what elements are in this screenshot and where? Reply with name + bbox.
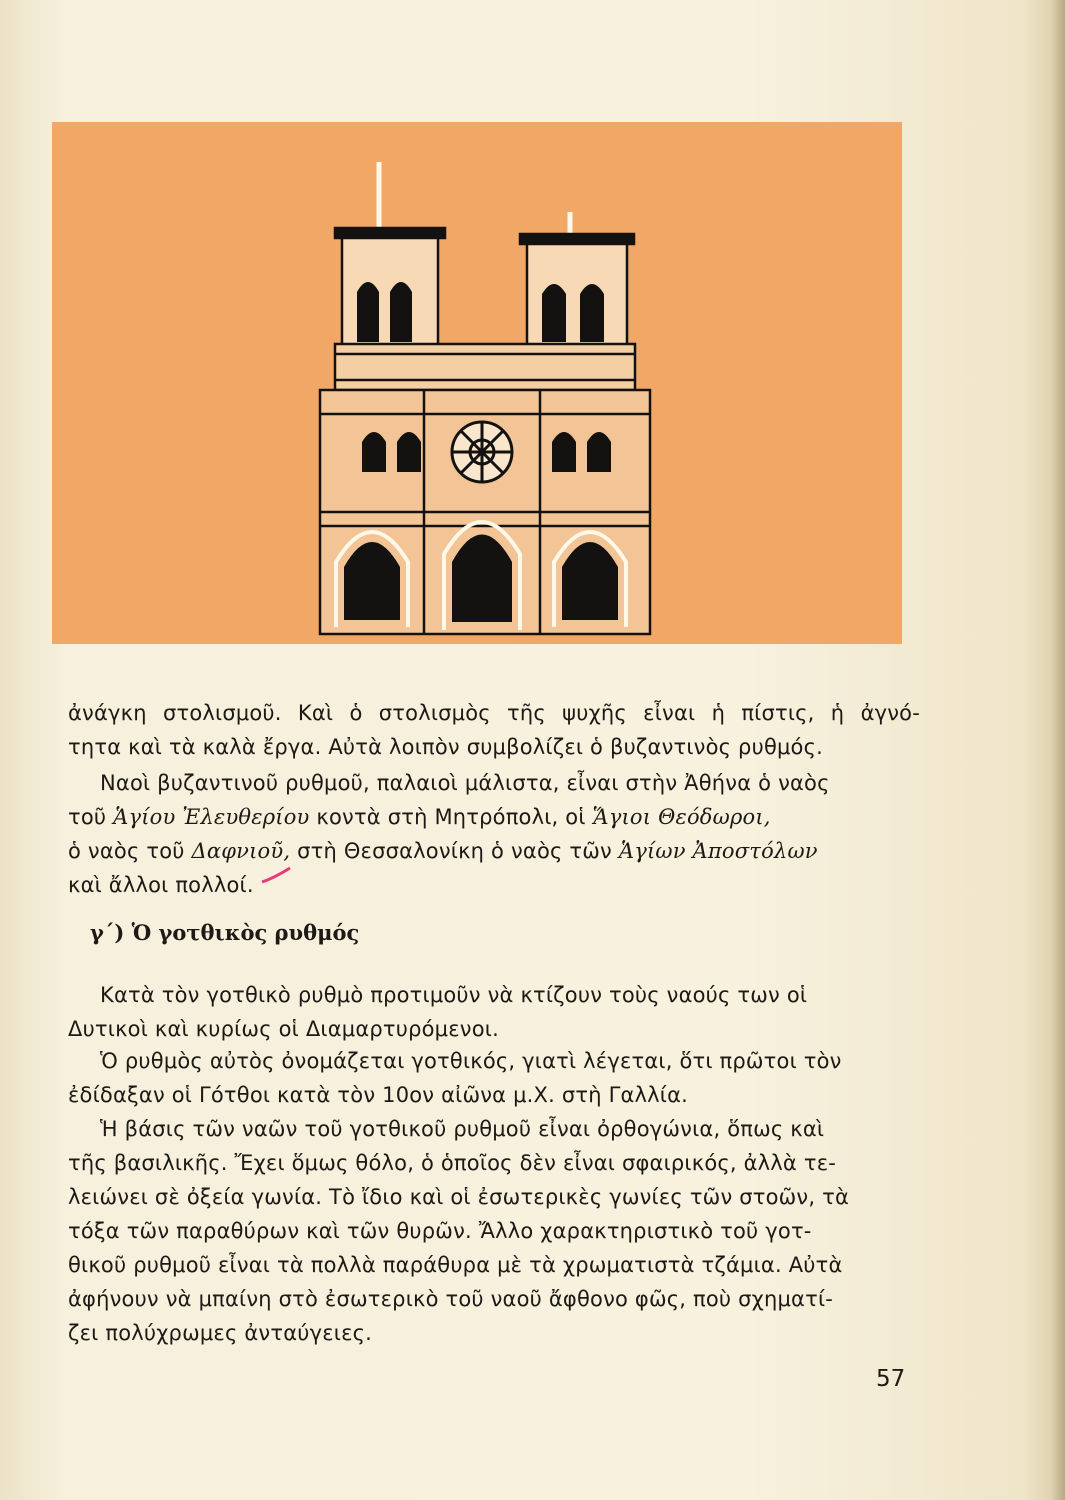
paragraph-1 — [68, 696, 920, 764]
text-line: ἀνάγκη στολισμοῦ. Καὶ ὁ στολισμὸς τῆς ψυχῆς εἶναι ἡ πίστις, ἡ ἀγνό- — [68, 701, 920, 725]
paragraph-4 — [68, 1044, 920, 1112]
paragraph-2 — [68, 766, 920, 902]
text-line: λειώνει σὲ ὀξεία γωνία. Τὸ ἴδιο καὶ οἱ ἐσωτερικὲς γωνίες τῶν στοῶν, τὰ — [68, 1185, 850, 1209]
text-line — [68, 800, 920, 834]
church-name-italic: Ἁγίων Ἀποστόλων — [618, 839, 818, 863]
church-name-italic: Ἅγιοι Θεόδωροι, — [592, 805, 771, 829]
text-line: Ὁ ρυθμὸς αὐτὸς ὀνομάζεται γοτθικός, γιατὶ λέγεται, ὅτι πρῶτοι τὸν — [100, 1049, 842, 1073]
text-line: τητα καὶ τὰ καλὰ ἔργα. Αὐτὰ λοιπὸν συμβολίζει ὁ βυζαντινὸς ρυθμός. — [68, 735, 823, 759]
church-name-italic: Δαφνιοῦ, — [191, 839, 291, 863]
cathedral-drawing — [52, 122, 902, 644]
paragraph-5 — [68, 1112, 920, 1350]
text-line: τῆς βασιλικῆς. Ἔχει ὅμως θόλο, ὁ ὁποῖος δὲν εἶναι σφαιρικός, ἀλλὰ τε- — [68, 1151, 837, 1175]
text-line — [68, 834, 920, 868]
text-span: τοῦ — [68, 805, 114, 829]
text-line: ζει πολύχρωμες ἀνταύγειες. — [68, 1321, 373, 1345]
church-name-italic: Ἁγίου Ἐλευθερίου — [113, 805, 310, 829]
page-number: 57 — [876, 1366, 906, 1392]
paragraph-3 — [68, 978, 920, 1046]
pen-mark — [260, 866, 294, 886]
text-line: καὶ ἄλλοι πολλοί. — [68, 873, 254, 897]
text-span: κοντὰ στὴ Μητρόπολι, οἱ — [309, 805, 593, 829]
text-line: Ἡ βάσις τῶν ναῶν τοῦ γοτθικοῦ ρυθμοῦ εἶναι ὀρθογώνια, ὅπως καὶ — [100, 1117, 825, 1141]
text-line: ἀφήνουν νὰ μπαίνη στὸ ἐσωτερικὸ τοῦ ναοῦ ἄφθονο φῶς, ποὺ σχηματί- — [68, 1287, 834, 1311]
text-span: στὴ Θεσσαλονίκη ὁ ναὸς τῶν — [290, 839, 619, 863]
page-edge-shadow — [1051, 0, 1065, 1500]
text-line: Κατὰ τὸν γοτθικὸ ρυθμὸ προτιμοῦν νὰ κτίζουν τοὺς ναούς των οἱ — [100, 983, 808, 1007]
text-line: θικοῦ ρυθμοῦ εἶναι τὰ πολλὰ παράθυρα μὲ τὰ χρωματιστὰ τζάμια. Αὐτὰ — [68, 1253, 843, 1277]
text-span: ὁ ναὸς τοῦ — [68, 839, 192, 863]
section-heading: γ΄) Ὁ γοτθικὸς ρυθμός — [90, 920, 360, 945]
cathedral-illustration — [52, 122, 902, 644]
text-line: τόξα τῶν παραθύρων καὶ τῶν θυρῶν. Ἄλλο χαρακτηριστικὸ τοῦ γοτ- — [68, 1219, 812, 1243]
text-line: Ναοὶ βυζαντινοῦ ρυθμοῦ, παλαιοὶ μάλιστα, εἶναι στὴν Ἀθήνα ὁ ναὸς — [100, 771, 830, 795]
text-line: Δυτικοὶ καὶ κυρίως οἱ Διαμαρτυρόμενοι. — [68, 1017, 499, 1041]
text-line: ἐδίδαξαν οἱ Γότθοι κατὰ τὸν 10ον αἰῶνα μ.Χ. στὴ Γαλλία. — [68, 1083, 689, 1107]
